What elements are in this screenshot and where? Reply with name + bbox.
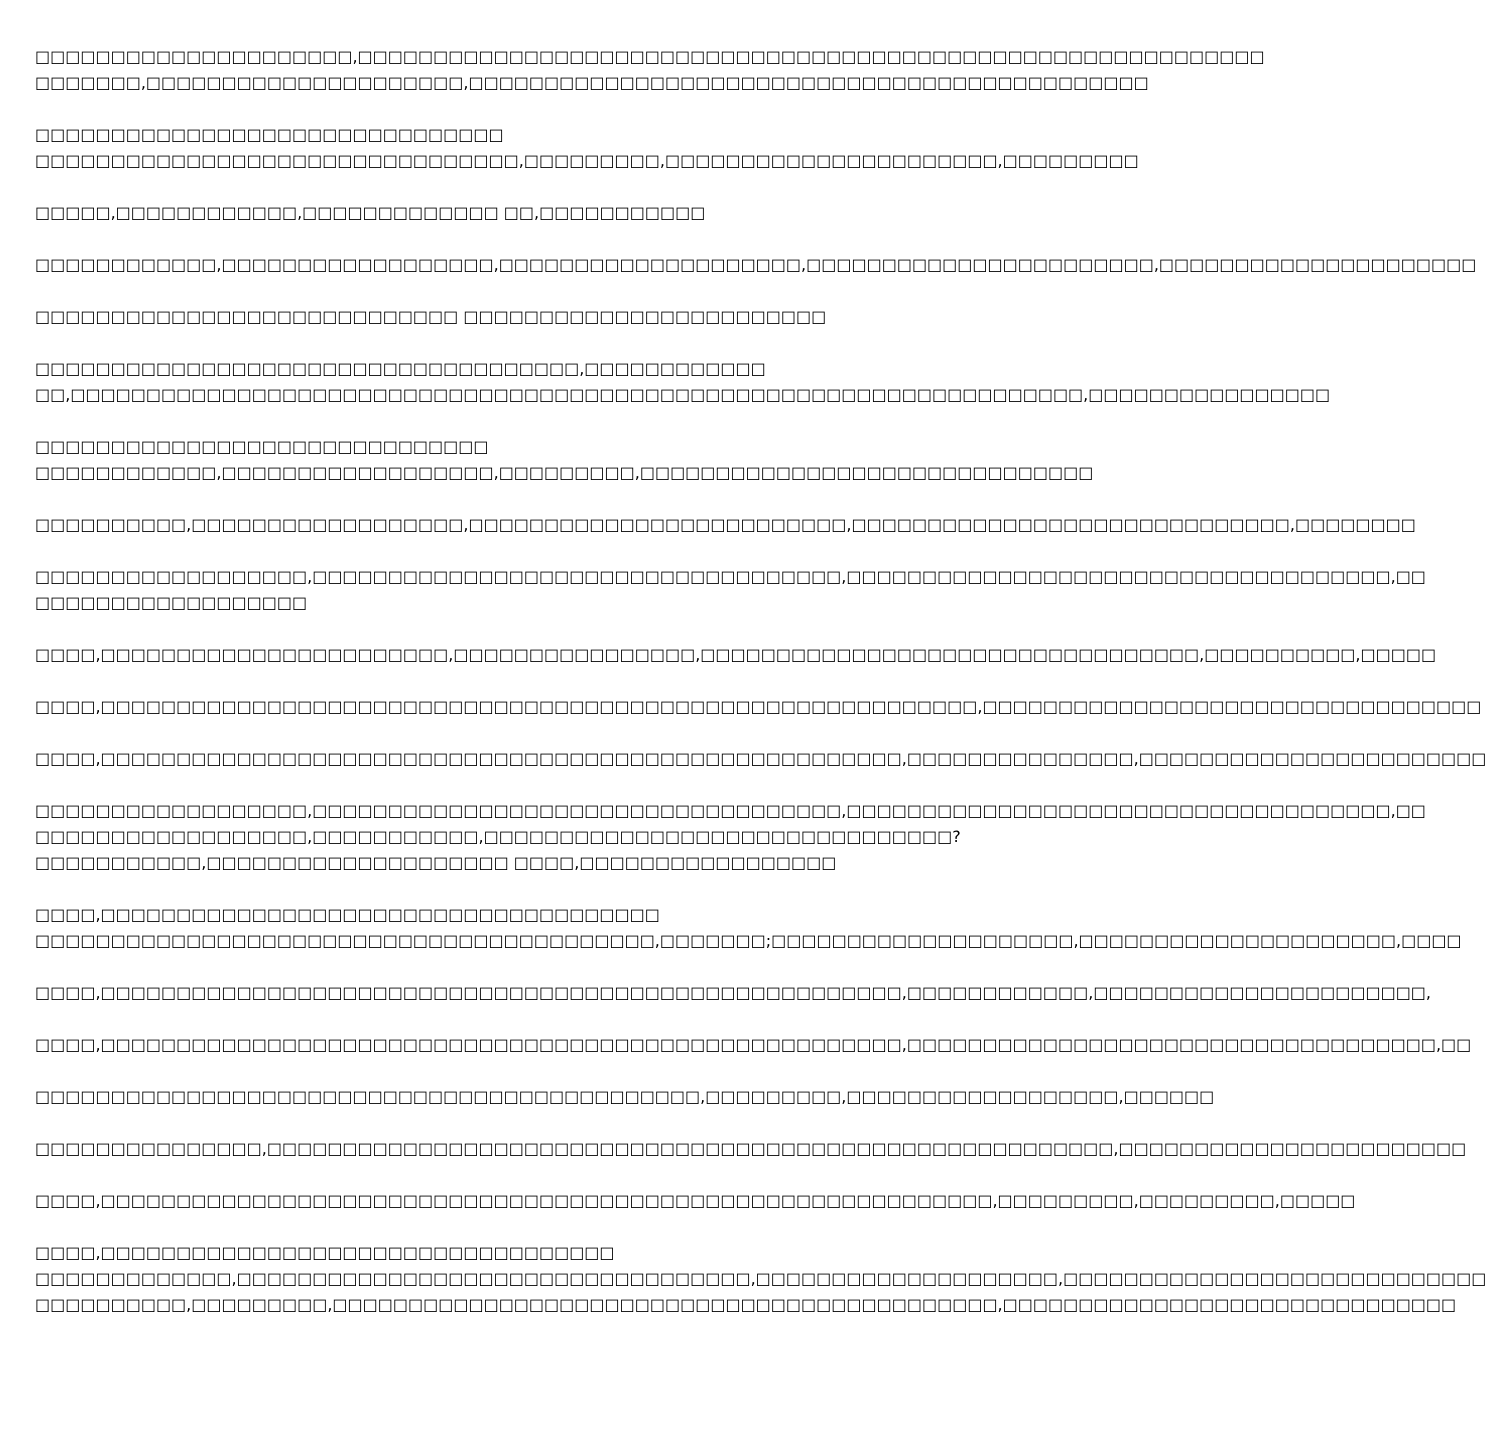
paragraph-line: □□□□,□□□□□□□□□□□□□□□□□□□□□□□,□□□□□□□□□□□□□□□□,□□□□□□□□□□□□□□□□□□□□□□□□□□□□□□□□□,□□□□□□□□□□,□□□□□	[35, 645, 1437, 664]
paragraph-line: □□,□□□□□□□□□□□□□□□□□□□□□□□□□□□□□□□□□□□□□□□□□□□□□□□□□□□□□□□□□□□□□□□□□□□,□□□□□□□□□□□□□□□□	[35, 385, 1331, 404]
paragraph-line: □□□□□□□□□□□□□□□□□□□□□□□□□□□□□□□□□□□□,□□□□□□□□□□□□	[35, 359, 766, 378]
paragraph	[35, 642, 1437, 668]
paragraph	[35, 122, 1139, 174]
paragraph-line: □□□□,□□□□□□□□□□□□□□□□□□□□□□□□□□□□□□□□□□□□□	[35, 905, 660, 924]
paragraph	[35, 356, 1331, 408]
paragraph-line: □□□□,□□□□□□□□□□□□□□□□□□□□□□□□□□□□□□□□□□□□□□□□□□□□□□□□□□□□□,□□□□□□□□□□□□□□□,□□□□□□□□□□□□□□□□□□□□□□□	[35, 749, 1486, 768]
paragraph	[35, 694, 1482, 720]
paragraph	[35, 798, 1426, 876]
paragraph-line: □□□□□□□,□□□□□□□□□□□□□□□□□□□□□,□□□□□□□□□□□□□□□□□□□□□□□□□□□□□□□□□□□□□□□□□□□□□	[35, 73, 1149, 92]
paragraph	[35, 1240, 1486, 1318]
paragraph-line: □□□□□□□□□□□□,□□□□□□□□□□□□□□□□□□,□□□□□□□□□,□□□□□□□□□□□□□□□□□□□□□□□□□□□□□□	[35, 463, 1094, 482]
paragraph	[35, 200, 990, 226]
paragraph-line: □□□□□□□□□□□□□□□□□□□□□□□□□□□□□□□□□□□□□□□□□,□□□□□□□;□□□□□□□□□□□□□□□□□□□□,□□□□□□□□□□□□□□□□□□□□□,□□□□	[35, 931, 1462, 950]
paragraph-line: □□□□□□□□□□□□,□□□□□□□□□□□□□□□□□□,□□□□□□□□□□□□□□□□□□□□,□□□□□□□□□□□□□□□□□□□□□□□,□□□□□□□□□□□□□□□□□□□□□	[35, 255, 1477, 274]
paragraph	[35, 304, 990, 330]
paragraph-line: □□□□□□□□□□□□□□□□□□□□□□□□□□□□□□□□□□□□□□□□□□□□,□□□□□□□□□,□□□□□□□□□□□□□□□□□□,□□□□□□	[35, 1087, 1215, 1106]
paragraph	[35, 252, 1477, 278]
paragraph	[35, 902, 1462, 954]
paragraph-line: □□□□□□□□□□□□□□□□□□,□□□□□□□□□□□□□□□□□□□□□□□□□□□□□□□□□□□,□□□□□□□□□□□□□□□□□□□□□□□□□□□□□□□□□□□□,□□	[35, 567, 1426, 586]
document-body	[35, 44, 1486, 1344]
paragraph-line: □□□□□□□□□□□□□,□□□□□□□□□□□□□□□□□□□□□□□□□□□□□□□□□□,□□□□□□□□□□□□□□□□□□□□,□□□□□□□□□□□□□□□□□□□□□□□□□□□□	[35, 1269, 1486, 1288]
paragraph-line: □□□□□□□□□□□□□□□□□□	[35, 593, 308, 612]
paragraph-line: □□□□,□□□□□□□□□□□□□□□□□□□□□□□□□□□□□□□□□□	[35, 1243, 615, 1262]
paragraph	[35, 1032, 1472, 1058]
paragraph	[35, 1188, 1356, 1214]
paragraph-line: □□□□□□□□□□□,□□□□□□□□□□□□□□□□□□□□ □□□□,□□□□□□□□□□□□□□□□□	[35, 853, 837, 872]
paragraph-line: □□□□□□□□□□□□□□□□□□□□□□□□□□□□ □□□□□□□□□□□□□□□□□□□□□□□□	[35, 307, 827, 326]
paragraph	[35, 1136, 1467, 1162]
paragraph	[35, 44, 1265, 96]
paragraph-line: □□□□,□□□□□□□□□□□□□□□□□□□□□□□□□□□□□□□□□□□□□□□□□□□□□□□□□□□□□,□□□□□□□□□□□□□□□□□□□□□□□□□□□□□□□□□□□,□□	[35, 1035, 1472, 1054]
paragraph-line: □□□□,□□□□□□□□□□□□□□□□□□□□□□□□□□□□□□□□□□□□□□□□□□□□□□□□□□□□□□□□□□,□□□□□□□□□□□□□□□□□□□□□□□□□□□□□□□□□	[35, 697, 1482, 716]
paragraph-line: □□□□□□□□□□□□□□□□□□□□□□□□□□□□□□	[35, 437, 489, 456]
paragraph-line: □□□□□□□□□□,□□□□□□□□□□□□□□□□□□,□□□□□□□□□□□□□□□□□□□□□□□□□,□□□□□□□□□□□□□□□□□□□□□□□□□□□□□,□□□□□□□□	[35, 515, 1416, 534]
paragraph	[35, 1084, 1215, 1110]
paragraph	[35, 746, 1486, 772]
paragraph-line: □□□□□□□□□□□□□□□□□□□□□□□□□□□□□□□	[35, 125, 504, 144]
paragraph	[35, 512, 1416, 538]
paragraph	[35, 434, 1094, 486]
paragraph	[35, 980, 1432, 1006]
paragraph-line: □□□□□□□□□□□□□□□□□□,□□□□□□□□□□□□□□□□□□□□□□□□□□□□□□□□□□□,□□□□□□□□□□□□□□□□□□□□□□□□□□□□□□□□□□□□,□□	[35, 801, 1426, 820]
paragraph-line: □□□□□,□□□□□□□□□□□□,□□□□□□□□□□□□□ □□,□□□□□□□□□□□	[35, 203, 706, 222]
paragraph-line: □□□□□□□□□□,□□□□□□□□□,□□□□□□□□□□□□□□□□□□□□□□□□□□□□□□□□□□□□□□□□□□□□,□□□□□□□□□□□□□□□□□□□□□□□□□□□□□□	[35, 1295, 1457, 1314]
paragraph-line: □□□□,□□□□□□□□□□□□□□□□□□□□□□□□□□□□□□□□□□□□□□□□□□□□□□□□□□□□□,□□□□□□□□□□□□,□□□□□□□□□□□□□□□□□□□□□□,	[35, 983, 1432, 1002]
paragraph-line: □□□□□□□□□□□□□□□□□□□□□,□□□□□□□□□□□□□□□□□□□□□□□□□□□□□□□□□□□□□□□□□□□□□□□□□□□□□□□□□□□□	[35, 47, 1265, 66]
paragraph-line: □□□□□□□□□□□□□□□□□□□□□□□□□□□□□□□□,□□□□□□□□□,□□□□□□□□□□□□□□□□□□□□□□,□□□□□□□□□	[35, 151, 1139, 170]
paragraph-line: □□□□□□□□□□□□□□□□□□,□□□□□□□□□□□,□□□□□□□□□□□□□□□□□□□□□□□□□□□□□□□?	[35, 827, 961, 846]
paragraph-line: □□□□,□□□□□□□□□□□□□□□□□□□□□□□□□□□□□□□□□□□□□□□□□□□□□□□□□□□□□□□□□□□,□□□□□□□□□,□□□□□□□□□,□□□□□	[35, 1191, 1356, 1210]
paragraph-line: □□□□□□□□□□□□□□□,□□□□□□□□□□□□□□□□□□□□□□□□□□□□□□□□□□□□□□□□□□□□□□□□□□□□□□□□,□□□□□□□□□□□□□□□□□□□□□□□	[35, 1139, 1467, 1158]
paragraph	[35, 564, 1426, 616]
